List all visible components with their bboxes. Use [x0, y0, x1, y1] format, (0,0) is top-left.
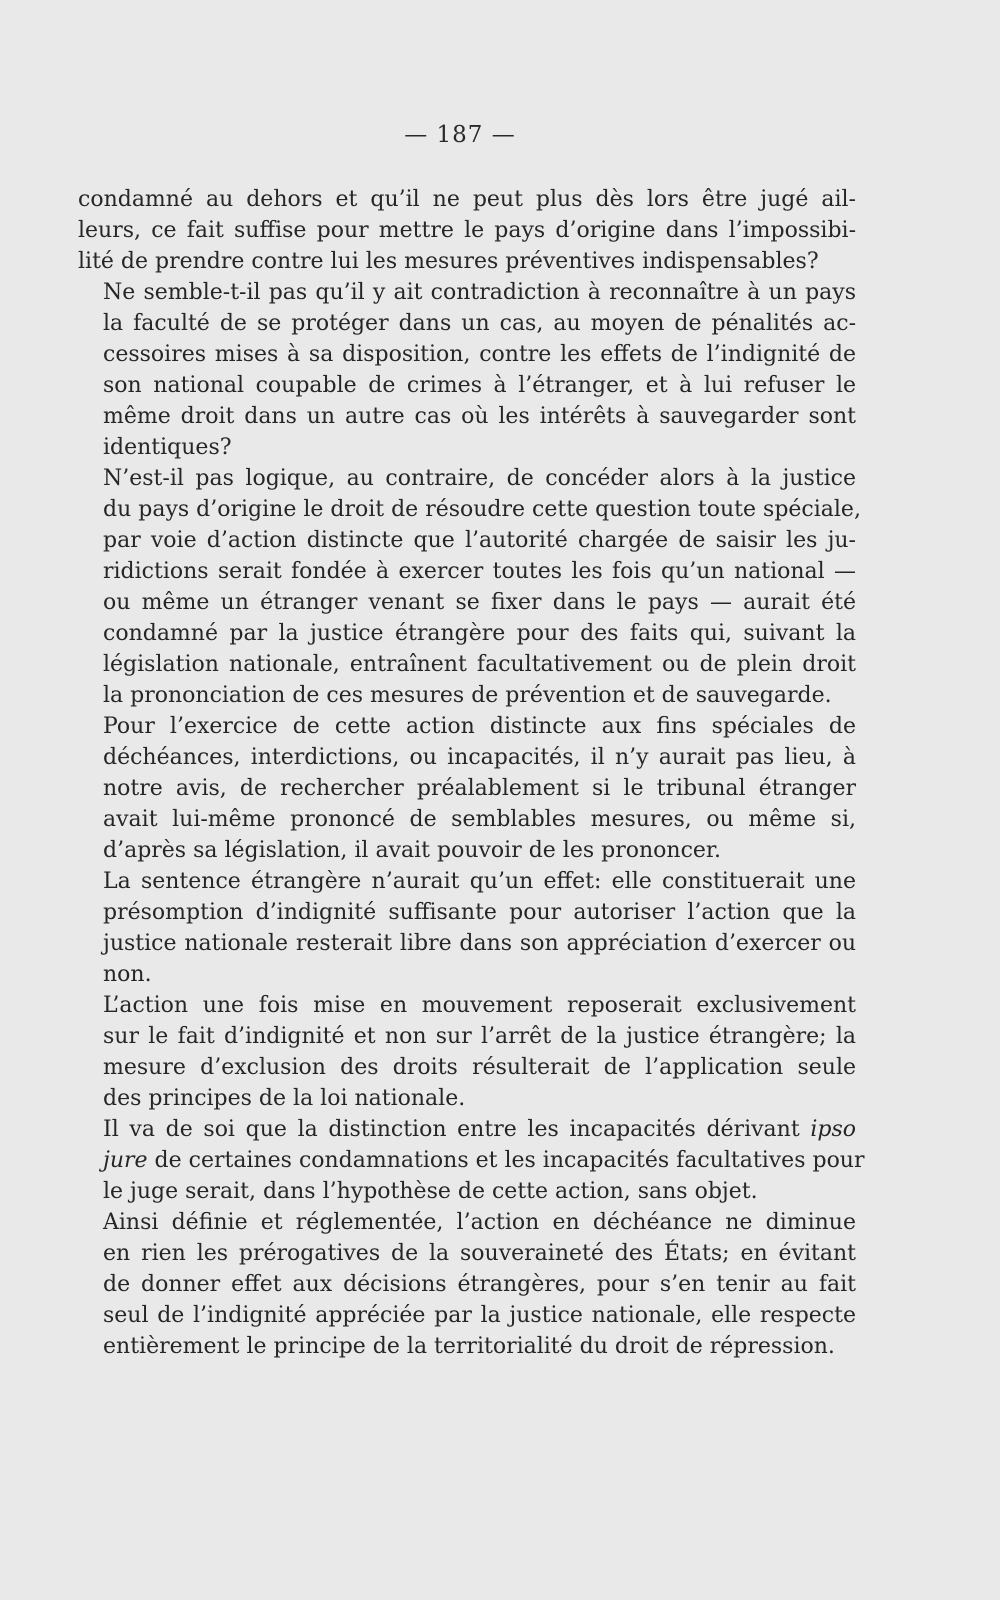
text-line: notre avis, de rechercher préalablement si le tribunal étranger	[103, 776, 856, 801]
text-span: de certaines condamnations et les incapacités facultatives pour	[147, 1148, 865, 1173]
paragraph	[78, 990, 856, 1114]
paragraph	[78, 711, 856, 866]
text-span: Il va de soi que la distinction entre les incapacités dérivant	[103, 1117, 811, 1142]
italic-term: ipso	[810, 1117, 856, 1142]
text-line: N’est-il pas logique, au contraire, de concéder alors à la justice	[103, 466, 856, 491]
paragraph	[78, 1114, 865, 1207]
text-line: ou même un étranger venant se fixer dans le pays — aurait été	[103, 590, 856, 615]
text-line: sur le fait d’indignité et non sur l’arrêt de la justice étrangère; la	[103, 1024, 856, 1049]
text-line: présomption d’indignité suffisante pour autoriser l’action que la	[103, 900, 856, 925]
text-line: Pour l’exercice de cette action distincte aux fins spéciales de	[103, 714, 856, 739]
paragraph	[78, 1207, 856, 1362]
text-line: entièrement le principe de la territorialité du droit de répression.	[103, 1334, 835, 1359]
text-line	[78, 1145, 865, 1176]
paragraph	[78, 184, 856, 277]
text-line: mesure d’exclusion des droits résulterait de l’application seule	[103, 1055, 856, 1080]
text-line: législation nationale, entraînent facultativement ou de plein droit	[103, 652, 856, 677]
text-line: seul de l’indignité appréciée par la justice nationale, elle respecte	[103, 1303, 856, 1328]
text-line: identiques?	[103, 435, 232, 460]
italic-term: jure	[103, 1148, 148, 1173]
text-line: justice nationale resterait libre dans son appréciation d’exercer ou	[103, 931, 856, 956]
text-line: non.	[103, 962, 152, 987]
text-line	[78, 1176, 856, 1207]
text-line: déchéances, interdictions, ou incapacités, il n’y aurait pas lieu, à	[103, 745, 856, 770]
text-span: le juge serait, dans l’hypothèse de cette action, sans objet.	[103, 1179, 758, 1204]
text-line: avait lui-même prononcé de semblables mesures, ou même si,	[103, 807, 856, 832]
text-line: condamné au dehors et qu’il ne peut plus dès lors être jugé ail-	[78, 187, 856, 212]
text-line	[78, 1114, 856, 1145]
text-line: Ne semble-t-il pas qu’il y ait contradiction à reconnaître à un pays	[103, 280, 856, 305]
text-line: même droit dans un autre cas où les intérêts à sauvegarder sont	[103, 404, 856, 429]
text-line: leurs, ce fait suffise pour mettre le pays d’origine dans l’impossibi-	[78, 218, 856, 243]
paragraph	[78, 463, 861, 711]
text-line: lité de prendre contre lui les mesures préventives indispensables?	[78, 249, 819, 274]
text-line: d’après sa législation, il avait pouvoir de les prononcer.	[103, 838, 721, 863]
body-text	[78, 184, 865, 1362]
text-line: La sentence étrangère n’aurait qu’un effet: elle constituerait une	[103, 869, 856, 894]
text-line: par voie d’action distincte que l’autorité chargée de saisir les ju-	[103, 528, 856, 553]
text-line: L’action une fois mise en mouvement reposerait exclusivement	[103, 993, 856, 1018]
text-line: condamné par la justice étrangère pour des faits qui, suivant la	[103, 621, 856, 646]
text-line: Ainsi définie et réglementée, l’action en déchéance ne diminue	[103, 1210, 856, 1235]
paragraph	[78, 866, 856, 990]
text-line: du pays d’origine le droit de résoudre cette question toute spéciale,	[103, 497, 861, 522]
paragraph	[78, 277, 856, 463]
text-line: cessoires mises à sa disposition, contre les effets de l’indignité de	[103, 342, 856, 367]
text-line: la prononciation de ces mesures de prévention et de sauvegarde.	[103, 683, 832, 708]
text-line: la faculté de se protéger dans un cas, au moyen de pénalités ac-	[103, 311, 856, 336]
text-line: ridictions serait fondée à exercer toutes les fois qu’un national —	[103, 559, 856, 584]
page-number: — 187 —	[404, 122, 516, 148]
text-line: de donner effet aux décisions étrangères, pour s’en tenir au fait	[103, 1272, 856, 1297]
text-line: des principes de la loi nationale.	[103, 1086, 466, 1111]
text-line: son national coupable de crimes à l’étranger, et à lui refuser le	[103, 373, 856, 398]
text-line: en rien les prérogatives de la souveraineté des États; en évitant	[103, 1241, 856, 1266]
